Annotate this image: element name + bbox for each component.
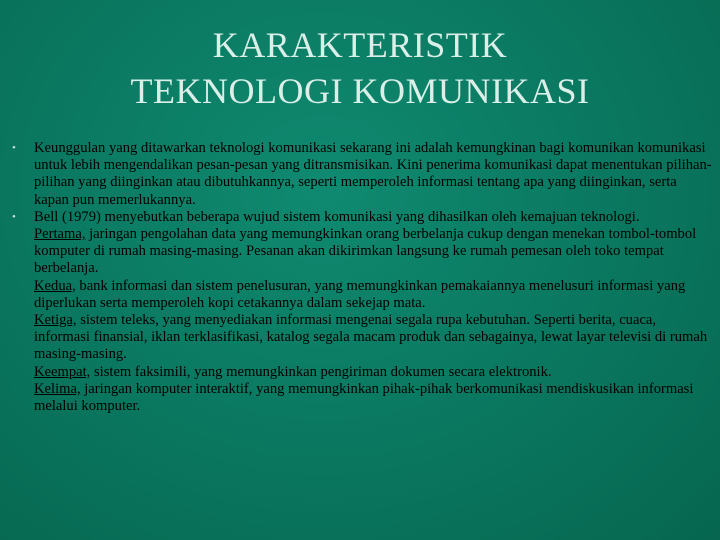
sub-item-text: sistem teleks, yang menyediakan informasi mengenai segala rupa kebutuhan. Seperti berita, cuaca, informasi finansial, iklan terklasifikasi, katalog segala macam produk dan sebagainya, lewat layar televisi di rumah masing-masing. <box>34 312 708 363</box>
sub-item-text: jaringan komputer interaktif, yang memungkinkan pihak-pihak berkomunikasi mendiskusikan informasi melalui komputer. <box>34 380 694 415</box>
bullet-dot-icon: • <box>12 210 16 223</box>
sub-item <box>12 278 714 312</box>
slide-title-line-1: KARAKTERISTIK <box>212 25 508 65</box>
sub-item <box>12 312 714 364</box>
sub-item-text: sistem faksimili, yang memungkinkan pengiriman dokumen secara elektronik. <box>90 363 552 380</box>
sub-item <box>12 381 714 415</box>
bullet-text: Keunggulan yang ditawarkan teknologi komunikasi sekarang ini adalah kemungkinan bagi komunikan komunikasi untuk lebih mengendalikan pesan-pesan yang ditransmisikan. Kini penerima komunikasi dapat menentukan pilihan-pilihan yang diinginkan atau dibutuhkannya, seperti memperoleh informasi tentang apa yang diinginkan, serta kapan pun memerlukannya. <box>34 140 712 208</box>
sub-item-text: jaringan pengolahan data yang memungkinkan orang berbelanja cukup dengan menekan tombol-tombol komputer di rumah masing-masing. Pesanan akan dikirimkan langsung ke rumah pemesan oleh toko tempat berbelanja. <box>34 226 697 277</box>
bullet-dot-icon: • <box>12 142 16 154</box>
sub-item-ordinal: Ketiga, <box>34 312 77 329</box>
bullet-text: Bell (1979) menyebutkan beberapa wujud sistem komunikasi yang dihasilkan oleh kemajuan teknologi. <box>34 208 640 225</box>
sub-item-ordinal: Kelima, <box>34 380 81 397</box>
sub-item <box>12 364 714 381</box>
slide-content <box>12 140 714 415</box>
sub-item-ordinal: Kedua, <box>34 277 76 294</box>
slide-title <box>0 22 720 114</box>
sub-item <box>12 226 714 278</box>
sub-item-text: bank informasi dan sistem penelusuran, yang memungkinkan pemakaiannya menelusuri informasi yang diperlukan serta memperoleh kopi cetakannya dalam sekejap mata. <box>34 277 686 311</box>
slide-title-line-2: TEKNOLOGI KOMUNIKASI <box>130 71 590 111</box>
bullet-item <box>12 140 714 209</box>
bullet-item <box>12 209 714 226</box>
sub-item-ordinal: Pertama, <box>34 226 86 243</box>
sub-item-ordinal: Keempat, <box>34 363 91 380</box>
